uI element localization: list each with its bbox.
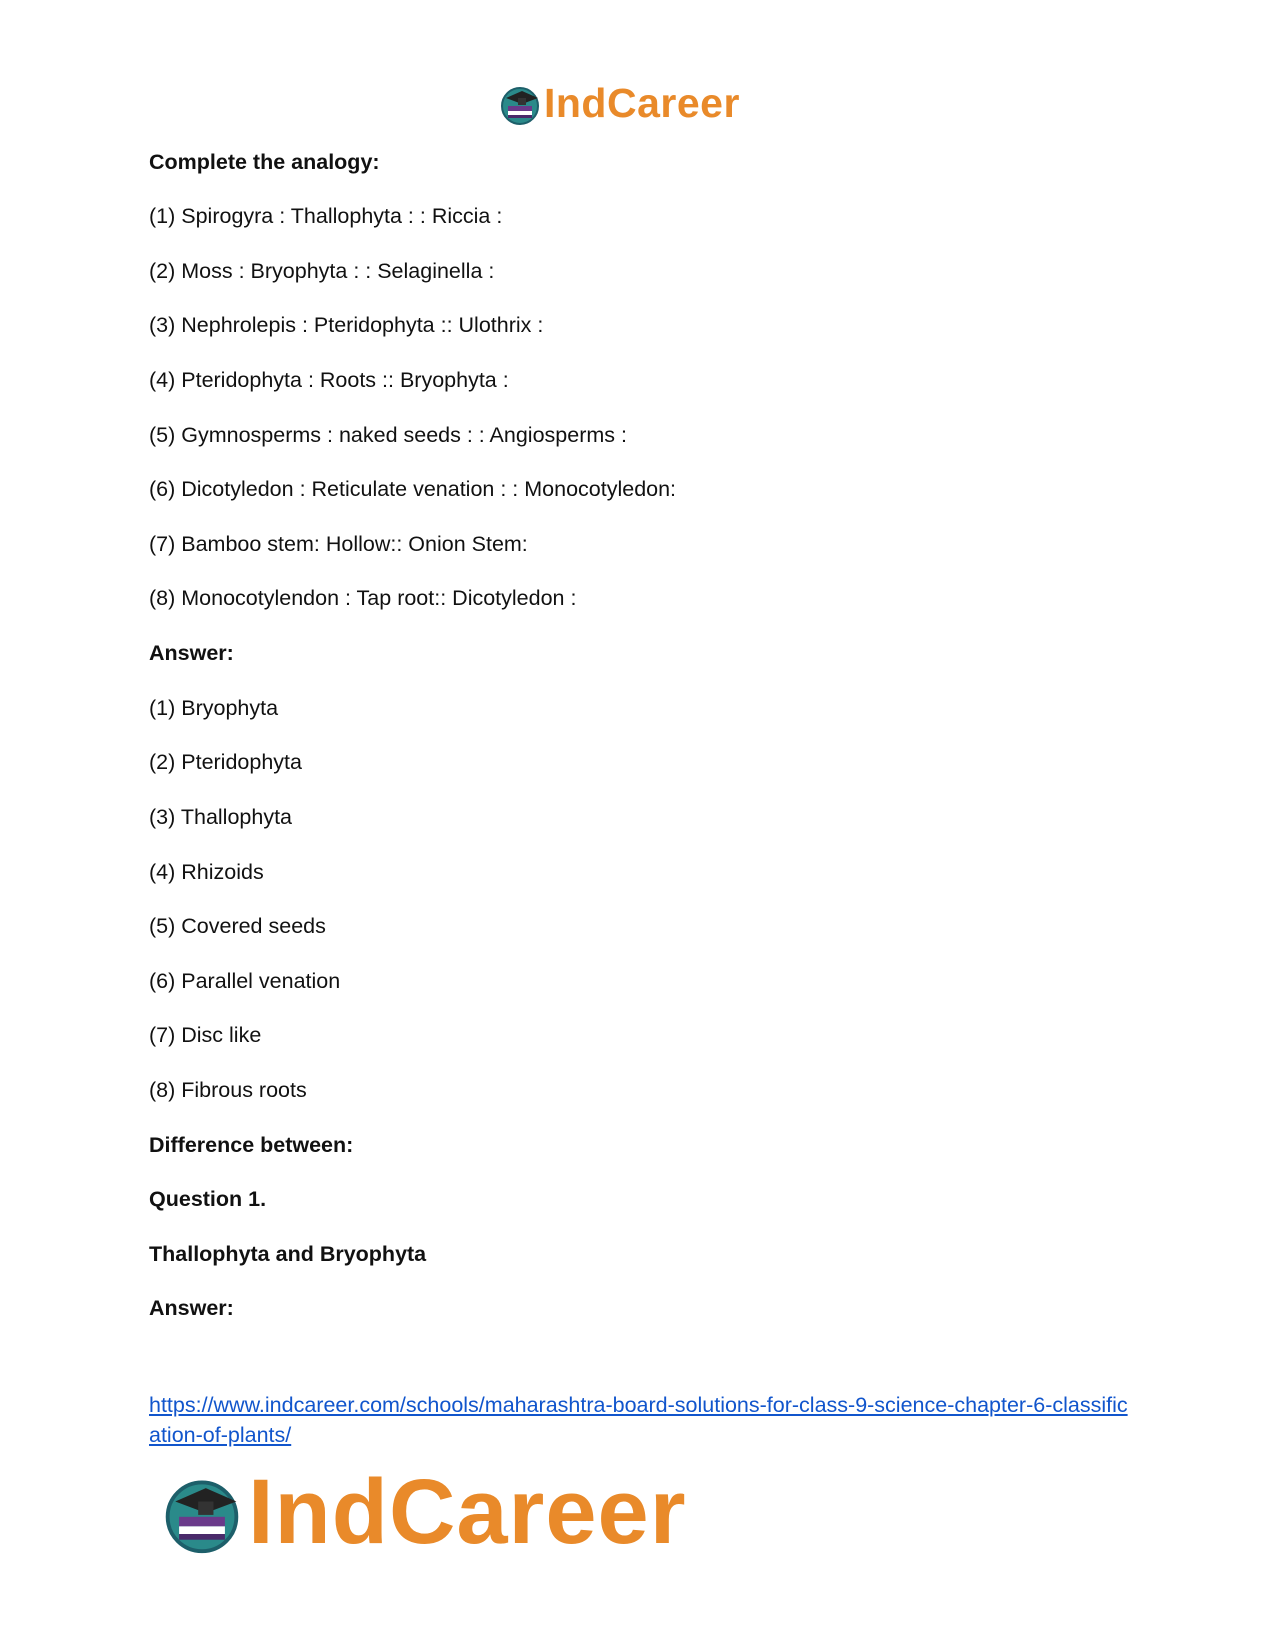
source-link[interactable]: https://www.indcareer.com/schools/maharashtra-board-solutions-for-class-9-science-chapter-6-classification-of-plants/ <box>149 1393 1128 1447</box>
globe-book-icon <box>498 82 542 126</box>
question-item: (7) Bamboo stem: Hollow:: Onion Stem: <box>149 532 528 556</box>
answer-item: (6) Parallel venation <box>149 969 341 993</box>
question-item: (3) Nephrolepis : Pteridophyta :: Ulothrix : <box>149 313 544 337</box>
indcareer-logo-top <box>498 80 740 127</box>
answer-item: (4) Rhizoids <box>149 860 264 884</box>
question-item: (8) Monocotylendon : Tap root:: Dicotyledon : <box>149 586 577 610</box>
answer-item: (2) Pteridophyta <box>149 750 302 774</box>
answer-item: (5) Covered seeds <box>149 914 326 938</box>
globe-book-icon <box>160 1471 244 1555</box>
answer-item: (8) Fibrous roots <box>149 1078 307 1102</box>
answer-item: (3) Thallophyta <box>149 805 293 829</box>
question-number: Question 1. <box>149 1187 267 1211</box>
question-item: (5) Gymnosperms : naked seeds : : Angiosperms : <box>149 423 627 447</box>
question-title: Thallophyta and Bryophyta <box>149 1242 427 1266</box>
indcareer-logo-bottom <box>160 1460 687 1565</box>
question-item: (1) Spirogyra : Thallophyta : : Riccia : <box>149 204 503 228</box>
logo-text: IndCareer <box>544 80 740 126</box>
heading-analogy: Complete the analogy: <box>149 150 380 174</box>
question-item: (6) Dicotyledon : Reticulate venation : : Monocotyledon: <box>149 477 677 501</box>
answer-item: (7) Disc like <box>149 1023 262 1047</box>
question-item: (2) Moss : Bryophyta : : Selaginella : <box>149 259 495 283</box>
difference-heading: Difference between: <box>149 1133 354 1157</box>
logo-text: IndCareer <box>248 1461 687 1563</box>
answer-item: (1) Bryophyta <box>149 696 279 720</box>
question-item: (4) Pteridophyta : Roots :: Bryophyta : <box>149 368 509 392</box>
answer-label: Answer: <box>149 641 234 665</box>
answer-label-2: Answer: <box>149 1296 234 1320</box>
